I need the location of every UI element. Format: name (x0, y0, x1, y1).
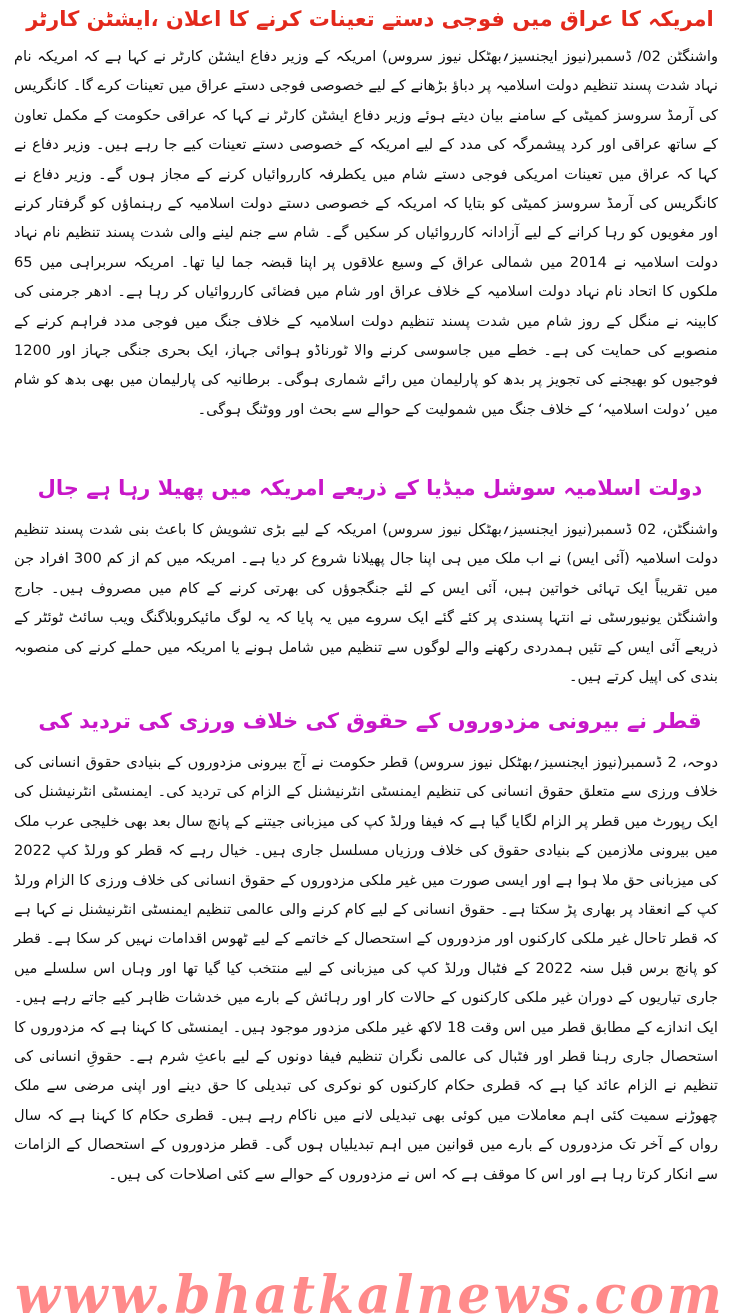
article-isis-social-media (0, 473, 740, 691)
article-headline: قطر نے بیرونی مزدوروں کے حقوق کی خلاف ورزی کی تردید کی (38, 709, 702, 733)
article-body: واشنگٹن، 02 ڈسمبر(نیوز ایجنسیز؍بھٹکل نیوز سروس) امریکہ کے لیے بڑی تشویش کا باعث بنی شدت پسند تنظیم دولت اسلامیہ (آئی ایس) نے اب ملک میں ہی اپنا جال پھیلانا شروع کر دیا ہے۔ امریکہ میں کم از کم 300 افراد جن میں تقریباً ایک تہائی خواتین ہیں، آئی ایس کے لئے جنگجوؤں کی بھرتی کرنے کے کام میں مصروف ہیں۔ جارج واشنگٹن یونیورسٹی نے انتہا پسندی پر کئے گئے ایک سروے میں یہ پایا کہ یہ لوگ مائیکروبلاگنگ ویب سائٹ ٹوئٹر کے ذریعے آئی ایس کے تئیں ہمدردی رکھنے والے لوگوں سے تنظیم میں شامل ہونے یا امریکہ میں حملے کرنے کی منصوبہ بندی کی اپیل کرتے ہیں۔ (14, 521, 719, 686)
article-headline: امریکہ کا عراق میں فوجی دستے تعینات کرنے کا اعلان ،ایشٹن کارٹر (26, 7, 714, 31)
article-body: دوحہ، 2 ڈسمبر(نیوز ایجنسیز؍بھٹکل نیوز سروس) قطر حکومت نے آج بیرونی مزدوروں کے بنیادی حقوق انسانی کی خلاف ورزی سے متعلق حقوق انسانی کی تنظیم ایمنسٹی انٹرنیشنل کے الزام کی تردید کی۔ ایمنسٹی انٹرنیشنل کی ایک رپورٹ میں قطر پر الزام لگایا گیا ہے کہ فیفا ورلڈ کپ کی میزبانی جیتنے کے پانچ سال بعد بھی خلیجی عرب ملک میں بیرونی ملازمین کے بنیادی حقوق کی خلاف ورزیاں مسلسل جاری ہیں۔ خیال رہے کہ قطر کو ورلڈ کپ 2022 کی میزبانی حق ملا ہوا ہے اور ایسی صورت میں غیر ملکی مزدوروں کے حقوق انسانی کی خلاف ورزی کا الزام ورلڈ کپ کے انعقاد پر بھاری پڑ سکتا ہے۔ حقوق انسانی کے لیے کام کرنے والی عالمی تنظیم ایمنسٹی انٹرنیشنل نے کہا ہے کہ قطر تاحال غیر ملکی کارکنوں اور مزدوروں کے استحصال کے خاتمے کے لیے ٹھوس اقدامات نہیں کر سکا ہے۔ قطر کو پانچ برس قبل سنہ 2022 کے فٹبال ورلڈ کپ کی میزبانی کے لیے منتخب کیا گیا تھا اور وہاں اس سلسلے میں جاری تیاریوں کے دوران غیر ملکی کارکنوں کے حالات کار اور رہائش کے بارے میں خدشات ظاہر کیے جاتے رہے ہیں۔ ایک اندازے کے مطابق قطر میں اس وقت 18 لاکھ غیر ملکی مزدور موجود ہیں۔ ایمنسٹی کا کہنا ہے کہ مزدوروں کا استحصال جاری رہنا قطر اور فٹبال کی عالمی نگران تنظیم فیفا دونوں کے لیے باعثِ شرم ہے۔ حقوقِ انسانی کی تنظیم نے الزام عائد کیا ہے کہ قطری حکام کارکنوں کو نوکری کی تبدیلی کا حق دینے اور اپنی مرضی سے ملک چھوڑنے سمیت کئی اہم معاملات میں کوئی بھی تبدیلی لانے میں ناکام رہے ہیں۔ قطری حکام کا کہنا ہے کہ سال رواں کے آخر تک مزدوروں کے بارے میں قوانین میں اہم تبدیلیاں ہوں گی۔ قطر مزدوروں کے استحصال کے الزامات سے انکار کرتا رہا ہے اور اس کا موقف ہے کہ اس نے مزدوروں کے حوالے سے کئی اصلاحات کی ہیں۔ (14, 754, 719, 1183)
article-body: واشنگٹن 02/ ڈسمبر(نیوز ایجنسیز؍بھٹکل نیوز سروس) امریکہ کے وزیر دفاع ایشٹن کارٹر نے کہا ہے کہ امریکہ نام نہاد شدت پسند تنظیم دولت اسلامیہ پر دباؤ بڑھانے کے لیے خصوصی فوجی دستے عراق میں تعینات کرے گا۔ کانگریس کی آرمڈ سروسز کمیٹی کے سامنے بیان دیتے ہوئے وزیر دفاع ایشٹن کارٹر نے کہا کہ عراقی حکومت کے مکمل تعاون کے ساتھ عراقی اور کرد پیشمرگہ کی مدد کے لیے امریکہ کے خصوصی دستے تعینات کیے جا رہے ہیں۔ وزیر دفاع نے کہا کہ عراق میں تعینات امریکی فوجی دستے شام میں یکطرفہ کارروائیاں کرنے کے مجاز ہوں گے۔ وزیر دفاع نے کانگریس کی آرمڈ سروسز کمیٹی کو بتایا کہ امریکہ کے خصوصی دستے دولت اسلامیہ کے رہنماؤں کو گرفتار کرنے اور مغویوں کو رہا کرانے کے لیے آزادانہ کارروائیاں کر سکیں گے۔ شام سے جنم لینے والی شدت پسند تنظیم نام نہاد دولت اسلامیہ نے 2014 میں شمالی عراق کے وسیع علاقوں پر اپنا قبضہ جما لیا تھا۔ امریکہ سربراہی میں 65 ملکوں کا اتحاد نام نہاد دولت اسلامیہ کے خلاف عراق اور شام میں فضائی کارروائیاں کر رہا ہے۔ ادھر جرمنی کی کابینہ نے منگل کے روز شام میں شدت پسند تنظیم دولت اسلامیہ کے خلاف جنگ میں فوجی مدد فراہم کرنے کے منصوبے کی حمایت کی ہے۔ خطے میں جاسوسی کرنے والا ٹورناڈو ہوائی جہاز، ایک بحری جنگی جہاز اور 1200 فوجیوں کو بھیجنے کی تجویز پر بدھ کو پارلیمان میں رائے شماری ہوگی۔ برطانیہ کی پارلیمان میں بھی بدھ کو شام میں ’دولت اسلامیہ‘ کے خلاف جنگ میں شمولیت کے حوالے سے بحث اور ووٹنگ ہوگی۔ (14, 48, 718, 418)
site-watermark: www.bhatkalnews.com (15, 1266, 725, 1315)
article-headline: دولت اسلامیہ سوشل میڈیا کے ذریعے امریکہ میں پھیلا رہا ہے جال (37, 476, 703, 500)
article-iraq-troops (0, 4, 740, 424)
article-qatar-labour (0, 706, 740, 1189)
